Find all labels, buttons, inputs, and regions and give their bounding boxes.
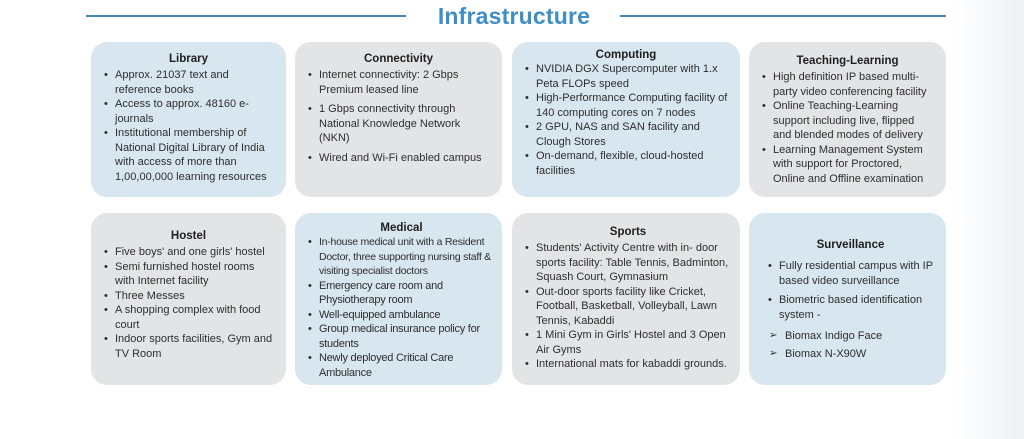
list-item: • Biometric based identification system - — [767, 293, 934, 322]
list-item: • Learning Management System with support for Proctored, Online and Offline examination — [761, 143, 934, 187]
computing-card — [512, 42, 740, 197]
hostel-card — [91, 213, 286, 385]
list-item: • Approx. 21037 text and reference books — [103, 68, 274, 97]
list-item: • Online Teaching-Learning support including live, flipped and blended modes of delivery — [761, 99, 934, 143]
list-item: • High definition IP based multi-party video conferencing facility — [761, 70, 934, 99]
arrow-list-item: ➢ Biomax N-X90W — [767, 345, 934, 363]
list-item: • On-demand, flexible, cloud-hosted facilities — [524, 149, 728, 178]
medical-list — [307, 235, 496, 380]
library-list — [103, 68, 274, 184]
card-title: Medical — [380, 222, 423, 234]
sports-card — [512, 213, 740, 385]
list-item: • Wired and Wi-Fi enabled campus — [307, 151, 490, 166]
card-title: Hostel — [170, 230, 207, 242]
library-card — [91, 42, 286, 197]
header-rule-right — [620, 15, 946, 17]
connectivity-card — [295, 42, 502, 197]
arrow-list-item: ➢ Biomax Indigo Face — [767, 327, 934, 345]
surveillance-card — [749, 213, 946, 385]
list-item: • In-house medical unit with a Resident Doctor, three supporting nursing staff & visiting specialist doctors — [307, 235, 496, 279]
card-title: Connectivity — [363, 53, 433, 65]
computing-list — [524, 62, 728, 178]
teaching-learning-card — [749, 42, 946, 197]
list-item: • Fully residential campus with IP based video surveillance — [767, 259, 934, 288]
list-item: • 1 Mini Gym in Girls' Hostel and 3 Open Air Gyms — [524, 328, 732, 357]
teaching-learning-list — [761, 70, 934, 186]
list-item: • Newly deployed Critical Care Ambulance — [307, 351, 496, 380]
list-item: • Indoor sports facilities, Gym and TV Room — [103, 332, 274, 361]
list-item: • Internet connectivity: 2 Gbps Premium leased line — [307, 68, 490, 97]
list-item: • NVIDIA DGX Supercomputer with 1.x Peta FLOPs speed — [524, 62, 728, 91]
list-item: • Group medical insurance policy for students — [307, 322, 496, 351]
background-fade — [954, 0, 1024, 439]
list-item: • High-Performance Computing facility of 140 computing cores on 7 nodes — [524, 91, 728, 120]
page-header — [0, 0, 1024, 34]
surveillance-list — [767, 259, 934, 322]
card-title: Library — [169, 53, 208, 65]
card-title: Teaching-Learning — [796, 55, 899, 67]
header-rule-left — [86, 15, 406, 17]
hostel-list — [103, 245, 274, 361]
surveillance-sublist — [767, 327, 934, 363]
list-item: • Three Messes — [103, 289, 274, 304]
list-item: • 1 Gbps connectivity through National Knowledge Network (NKN) — [307, 102, 490, 146]
list-item: • Students' Activity Centre with in- door sports facility: Table Tennis, Badminton, Squash Court, Gymnasium — [524, 241, 732, 285]
list-item: • Well-equipped ambulance — [307, 308, 496, 323]
card-title: Surveillance — [816, 239, 885, 251]
card-title: Sports — [609, 226, 647, 238]
list-item: • Out-door sports facility like Cricket, Football, Basketball, Volleyball, Lawn Tennis, Kabaddi — [524, 285, 732, 329]
list-item: • International mats for kabaddi grounds. — [524, 357, 732, 372]
page-title: Infrastructure — [437, 3, 591, 29]
card-title: Computing — [595, 49, 657, 61]
medical-card — [295, 213, 502, 385]
list-item: • Emergency care room and Physiotherapy room — [307, 279, 496, 308]
list-item: • Semi furnished hostel rooms with Internet facility — [103, 260, 274, 289]
connectivity-list — [307, 68, 490, 165]
sports-list — [524, 241, 732, 372]
list-item: • A shopping complex with food court — [103, 303, 274, 332]
list-item: • Five boys' and one girls' hostel — [103, 245, 274, 260]
list-item: • 2 GPU, NAS and SAN facility and Clough Stores — [524, 120, 728, 149]
list-item: • Access to approx. 48160 e-journals — [103, 97, 274, 126]
list-item: • Institutional membership of National Digital Library of India with access of more than 1,00,00,000 learning resources — [103, 126, 274, 184]
